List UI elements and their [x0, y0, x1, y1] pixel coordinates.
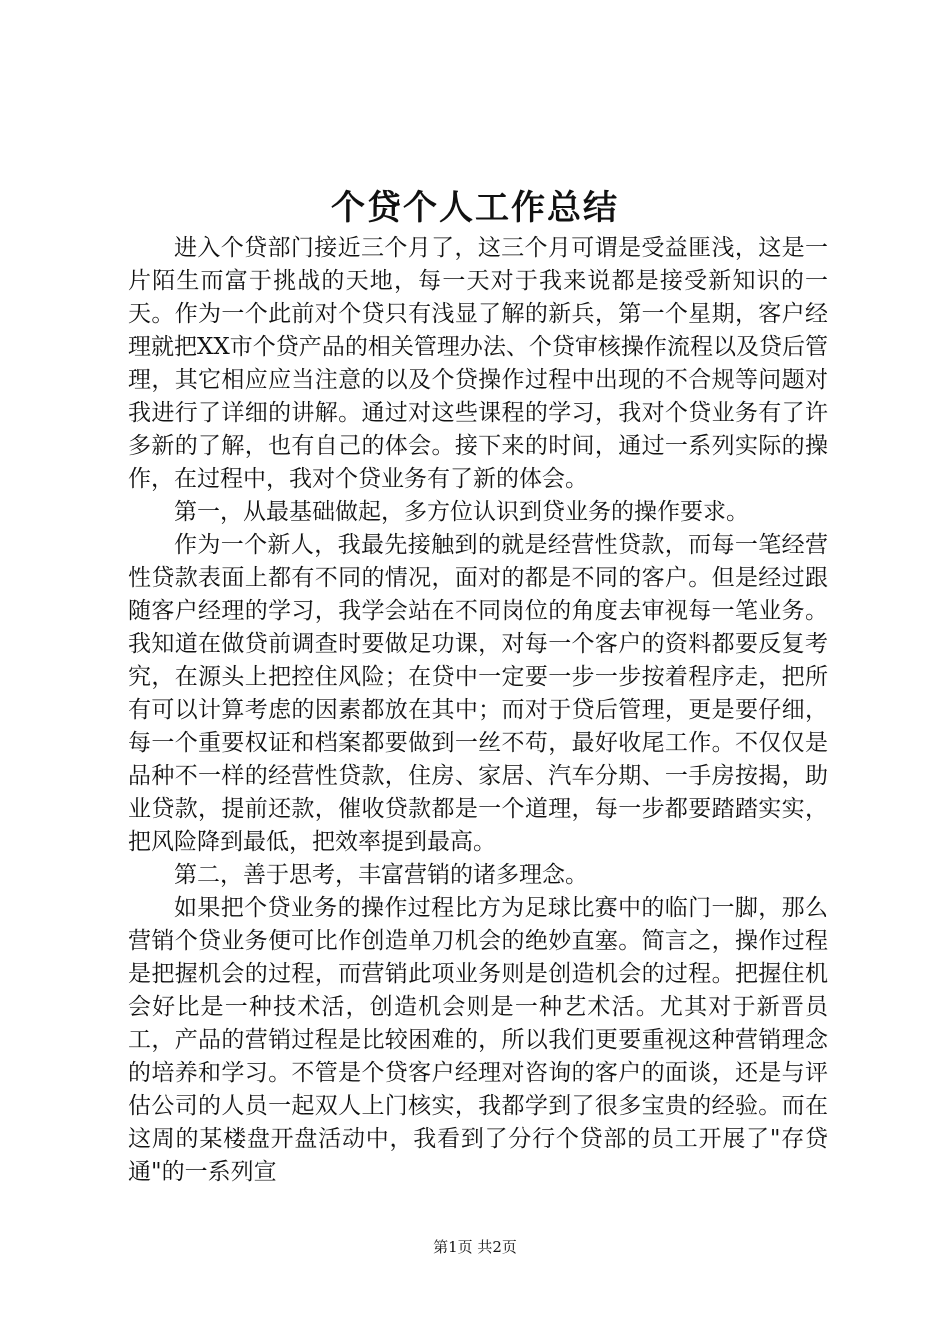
page-number-footer: 第1页 共2页: [433, 1238, 517, 1256]
paragraph-intro: 进入个贷部门接近三个月了，这三个月可谓是受益匪浅，这是一片陌生而富于挑战的天地，每一天对于我来说都是接受新知识的一天。作为一个此前对个贷只有浅显了解的新兵，第一个星期，客户经理就把XX市个贷产品的相关管理办法、个贷审核操作流程以及贷后管理，其它相应应当注意的以及个贷操作过程中出现的不合规等问题对我进行了详细的讲解。通过对这些课程的学习，我对个贷业务有了许多新的了解，也有自己的体会。接下来的时间，通过一系列实际的操作，在过程中，我对个贷业务有了新的体会。: [128, 235, 828, 492]
document-body: [128, 232, 828, 1189]
paragraph-point-two-heading: 第二，善于思考，丰富营销的诸多理念。: [174, 862, 588, 888]
paragraph-point-one-heading: 第一，从最基础做起，多方位认识到贷业务的操作要求。: [174, 499, 749, 525]
paragraph-point-one-body: 作为一个新人，我最先接触到的就是经营性贷款，而每一笔经营性贷款表面上都有不同的情况，面对的都是不同的客户。但是经过跟随客户经理的学习，我学会站在不同岗位的角度去审视每一笔业务。我知道在做贷前调查时要做足功课，对每一个客户的资料都要反复考究，在源头上把控住风险；在贷中一定要一步一步按着程序走，把所有可以计算考虑的因素都放在其中；而对于贷后管理，更是要仔细，每一个重要权证和档案都要做到一丝不苟，最好收尾工作。不仅仅是品种不一样的经营性贷款，住房、家居、汽车分期、一手房按揭，助业贷款，提前还款，催收贷款都是一个道理，每一步都要踏踏实实，把风险降到最低，把效率提到最高。: [128, 532, 828, 855]
document-title: 个贷个人工作总结: [331, 188, 619, 228]
paragraph-point-two-body: 如果把个贷业务的操作过程比方为足球比赛中的临门一脚，那么营销个贷业务便可比作创造单刀机会的绝妙直塞。简言之，操作过程是把握机会的过程，而营销此项业务则是创造机会的过程。把握住机会好比是一种技术活，创造机会则是一种艺术活。尤其对于新晋员工，产品的营销过程是比较困难的，所以我们更要重视这种营销理念的培养和学习。不管是个贷客户经理对咨询的客户的面谈，还是与评估公司的人员一起双人上门核实，我都学到了很多宝贵的经验。而在这周的某楼盘开盘活动中，我看到了分行个贷部的员工开展了"存贷通"的一系列宣: [128, 895, 828, 1185]
